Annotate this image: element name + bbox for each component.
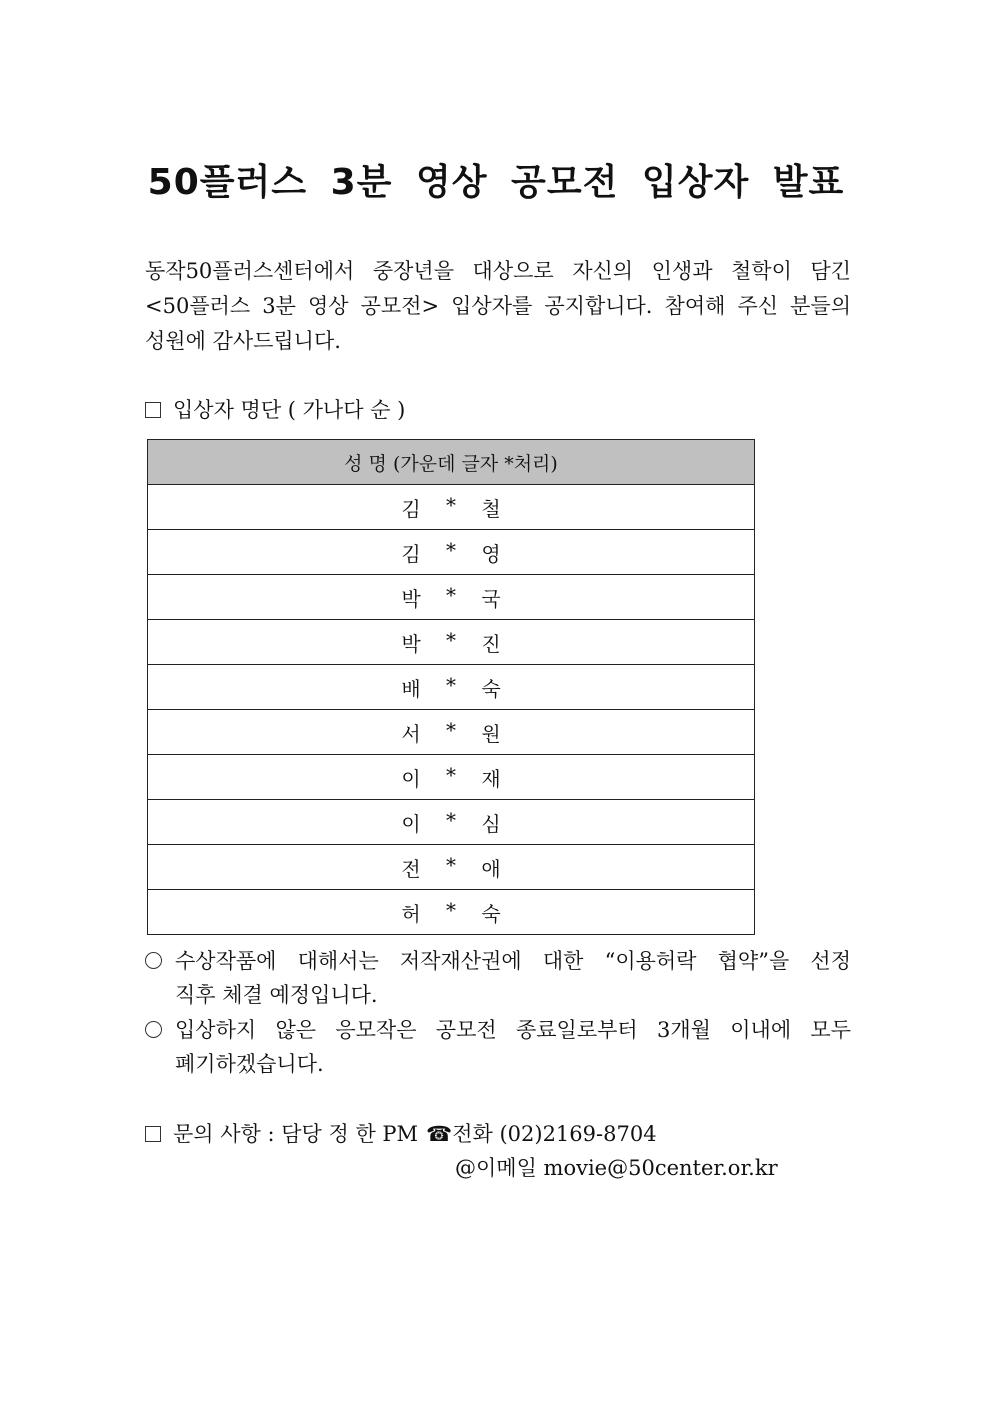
circle-bullet-icon: [145, 952, 162, 969]
contact-line: [145, 1118, 657, 1150]
note-1-line-1: 수상작품에 대해서는 저작재산권에 대한 “이용허락 협약”을 선정: [175, 949, 851, 973]
table-row: [148, 575, 755, 620]
name-part-first: 이: [401, 766, 421, 791]
winners-table-body: [148, 485, 755, 935]
table-row: [148, 845, 755, 890]
name-part-last: 애: [481, 856, 501, 881]
name-part-first: 배: [401, 676, 421, 701]
name-part-last: 심: [481, 811, 501, 836]
name-part-first: 서: [401, 721, 421, 746]
name-part-first: 전: [401, 856, 421, 881]
name-part-mid: *: [446, 852, 456, 877]
name-part-mid: *: [446, 897, 456, 922]
name-part-first: 이: [401, 811, 421, 836]
winner-name-cell: [148, 800, 755, 845]
intro-line-2: <50플러스 3분 영상 공모전> 입상자를 공지합니다. 참여해 주신 분들의: [145, 294, 851, 318]
name-part-mid: *: [446, 672, 456, 697]
table-header-row: [148, 440, 755, 485]
winner-name-cell: [148, 845, 755, 890]
winner-name-cell: [148, 575, 755, 620]
table-row: [148, 665, 755, 710]
table-row: [148, 485, 755, 530]
name-part-mid: *: [446, 492, 456, 517]
name-part-last: 국: [481, 586, 501, 611]
contact-label: 문의 사항 : 담당 정 한 PM: [173, 1122, 419, 1146]
contact-phone: 전화 (02)2169-8704: [452, 1122, 657, 1146]
winner-name-cell: [148, 665, 755, 710]
name-part-last: 철: [481, 496, 501, 521]
name-part-mid: *: [446, 807, 456, 832]
winner-name-cell: [148, 485, 755, 530]
contact-email: @이메일 movie@50center.or.kr: [455, 1156, 778, 1180]
name-part-mid: *: [446, 537, 456, 562]
note-2-line-1: 입상하지 않은 응모작은 공모전 종료일로부터 3개월 이내에 모두: [175, 1018, 851, 1042]
winners-table: [147, 439, 755, 935]
name-part-last: 영: [481, 541, 501, 566]
table-row: [148, 620, 755, 665]
intro-line-3: 성원에 감사드립니다.: [145, 329, 341, 353]
name-part-first: 김: [401, 541, 421, 566]
name-part-first: 박: [401, 631, 421, 656]
winner-name-cell: [148, 530, 755, 575]
name-part-first: 박: [401, 586, 421, 611]
table-header-cell: 성 명 (가운데 글자 *처리): [148, 440, 755, 485]
table-row: [148, 800, 755, 845]
intro-paragraph: [145, 254, 851, 359]
page-title: 50플러스 3분 영상 공모전 입상자 발표: [147, 162, 845, 203]
name-part-mid: *: [446, 627, 456, 652]
winner-name-cell: [148, 755, 755, 800]
note-item-1: [145, 944, 851, 1012]
notes-list: [145, 944, 851, 1082]
name-part-mid: *: [446, 762, 456, 787]
name-part-mid: *: [446, 582, 456, 607]
winner-name-cell: [148, 890, 755, 935]
name-part-mid: *: [446, 717, 456, 742]
intro-line-1: 동작50플러스센터에서 중장년을 대상으로 자신의 인생과 철학이 담긴: [145, 259, 851, 283]
name-part-last: 숙: [481, 676, 501, 701]
square-bullet-icon: [145, 402, 161, 418]
note-1-line-2: 직후 체결 예정입니다.: [175, 983, 378, 1007]
table-row: [148, 710, 755, 755]
name-part-first: 김: [401, 496, 421, 521]
table-row: [148, 755, 755, 800]
square-bullet-icon: [145, 1126, 161, 1142]
name-part-last: 원: [481, 721, 501, 746]
name-part-first: 허: [401, 901, 421, 926]
phone-icon: ☎: [426, 1122, 453, 1146]
winner-name-cell: [148, 620, 755, 665]
winner-name-cell: [148, 710, 755, 755]
circle-bullet-icon: [145, 1021, 162, 1038]
name-part-last: 진: [481, 631, 501, 656]
table-row: [148, 530, 755, 575]
name-part-last: 숙: [481, 901, 501, 926]
note-item-2: [145, 1013, 851, 1081]
note-2-line-2: 폐기하겠습니다.: [175, 1052, 324, 1076]
table-row: [148, 890, 755, 935]
winners-heading-text: 입상자 명단 ( 가나다 순 ): [173, 398, 406, 422]
winners-heading: [145, 395, 405, 425]
name-part-last: 재: [481, 766, 501, 791]
